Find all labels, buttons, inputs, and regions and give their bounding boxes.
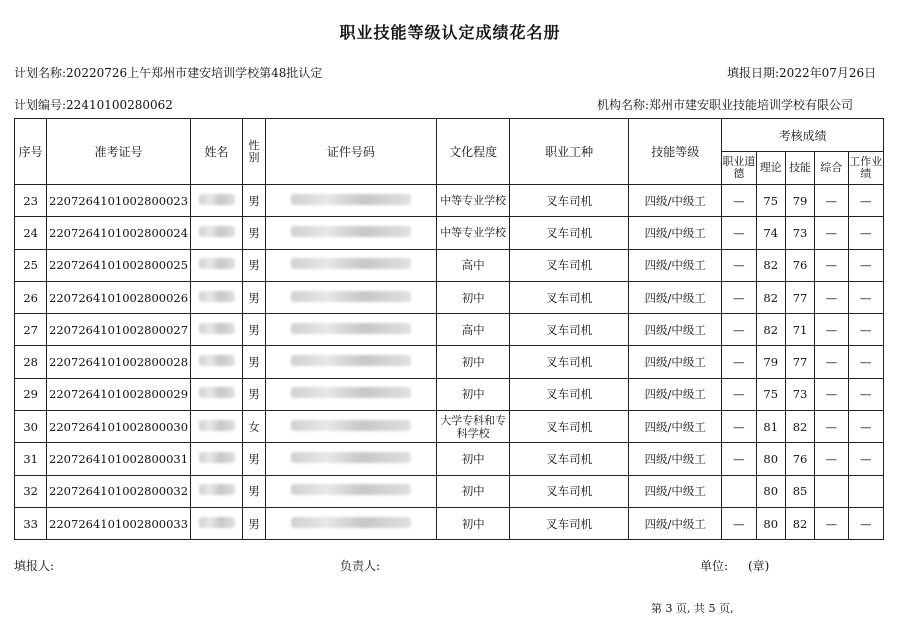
row-ethics: — <box>722 314 756 346</box>
row-gender: 男 <box>243 249 265 281</box>
row-gender: 男 <box>243 217 265 249</box>
redacted-name <box>199 387 235 398</box>
row-work: — <box>848 314 883 346</box>
row-education: 高中 <box>437 249 510 281</box>
row-work: — <box>848 411 883 443</box>
unit-label: 单位: <box>700 559 729 573</box>
row-ethics: — <box>722 378 756 410</box>
row-theory: 82 <box>756 249 785 281</box>
row-ethics: — <box>722 443 756 475</box>
row-id-no <box>265 249 437 281</box>
fill-date-label: 填报日期: <box>727 66 780 80</box>
row-ethics: — <box>722 411 756 443</box>
row-id-no <box>265 475 437 507</box>
row-education: 大学专科和专科学校 <box>437 411 510 443</box>
table-row <box>15 507 884 539</box>
row-level: 四级/中级工 <box>629 281 722 313</box>
row-level: 四级/中级工 <box>629 217 722 249</box>
row-work: — <box>848 217 883 249</box>
row-exam-no: 2207264101002800030 <box>47 411 190 443</box>
row-exam-no: 2207264101002800032 <box>47 475 190 507</box>
row-seq: 23 <box>15 185 47 217</box>
seal-label: (章) <box>748 559 770 573</box>
row-total: — <box>815 314 848 346</box>
row-work: — <box>848 185 883 217</box>
filler-label: 填报人: <box>14 559 55 573</box>
redacted-id <box>291 420 411 431</box>
row-skill: 82 <box>785 507 814 539</box>
row-theory: 79 <box>756 346 785 378</box>
row-ethics: — <box>722 249 756 281</box>
plan-name-line <box>14 64 322 81</box>
row-level: 四级/中级工 <box>629 411 722 443</box>
redacted-name <box>199 484 235 495</box>
row-exam-no: 2207264101002800023 <box>47 185 190 217</box>
redacted-id <box>291 517 411 528</box>
row-gender: 男 <box>243 346 265 378</box>
fill-date-line <box>727 64 876 81</box>
table-row <box>15 217 884 249</box>
row-skill: 85 <box>785 475 814 507</box>
redacted-name <box>199 194 235 205</box>
row-skill: 77 <box>785 281 814 313</box>
row-seq: 29 <box>15 378 47 410</box>
page-info: 第 3 页, 共 5 页, <box>651 602 734 615</box>
row-job: 叉车司机 <box>510 249 629 281</box>
row-theory: 80 <box>756 443 785 475</box>
row-skill: 76 <box>785 249 814 281</box>
row-skill: 79 <box>785 185 814 217</box>
redacted-name <box>199 420 235 431</box>
redacted-id <box>291 484 411 495</box>
row-name <box>190 185 243 217</box>
row-name <box>190 281 243 313</box>
row-gender: 男 <box>243 314 265 346</box>
plan-name-label: 计划名称: <box>14 66 67 80</box>
row-skill: 73 <box>785 378 814 410</box>
row-ethics: — <box>722 346 756 378</box>
row-name <box>190 314 243 346</box>
row-exam-no: 2207264101002800028 <box>47 346 190 378</box>
row-name <box>190 346 243 378</box>
row-seq: 26 <box>15 281 47 313</box>
row-job: 叉车司机 <box>510 411 629 443</box>
redacted-id <box>291 291 411 302</box>
row-job: 叉车司机 <box>510 346 629 378</box>
row-name <box>190 507 243 539</box>
table-row <box>15 411 884 443</box>
header-level: 技能等级 <box>629 119 722 185</box>
row-total: — <box>815 507 848 539</box>
header-id-no: 证件号码 <box>265 119 437 185</box>
row-education: 高中 <box>437 314 510 346</box>
redacted-name <box>199 517 235 528</box>
header-education: 文化程度 <box>437 119 510 185</box>
row-total: — <box>815 411 848 443</box>
row-name <box>190 249 243 281</box>
row-level: 四级/中级工 <box>629 185 722 217</box>
row-total: — <box>815 346 848 378</box>
redacted-id <box>291 387 411 398</box>
row-theory: 82 <box>756 314 785 346</box>
row-skill: 76 <box>785 443 814 475</box>
row-gender: 男 <box>243 507 265 539</box>
row-job: 叉车司机 <box>510 314 629 346</box>
row-name <box>190 475 243 507</box>
redacted-name <box>199 452 235 463</box>
header-scores-group: 考核成绩 <box>722 119 884 152</box>
row-total: — <box>815 249 848 281</box>
row-work: — <box>848 507 883 539</box>
row-id-no <box>265 411 437 443</box>
redacted-id <box>291 226 411 237</box>
row-ethics: — <box>722 507 756 539</box>
row-education: 初中 <box>437 378 510 410</box>
row-theory: 81 <box>756 411 785 443</box>
row-work: — <box>848 249 883 281</box>
redacted-id <box>291 194 411 205</box>
row-job: 叉车司机 <box>510 281 629 313</box>
table-row <box>15 249 884 281</box>
row-education: 初中 <box>437 443 510 475</box>
row-seq: 30 <box>15 411 47 443</box>
row-job: 叉车司机 <box>510 443 629 475</box>
org-name: 郑州市建安职业技能培训学校有限公司 <box>649 98 854 112</box>
row-ethics: — <box>722 185 756 217</box>
header-gender: 性别 <box>243 119 265 185</box>
redacted-id <box>291 355 411 366</box>
plan-no-line <box>14 96 173 113</box>
row-exam-no: 2207264101002800025 <box>47 249 190 281</box>
row-work: — <box>848 281 883 313</box>
redacted-id <box>291 452 411 463</box>
row-ethics: — <box>722 281 756 313</box>
header-total: 综合 <box>815 152 848 185</box>
header-skill: 技能 <box>785 152 814 185</box>
row-seq: 32 <box>15 475 47 507</box>
row-ethics: — <box>722 217 756 249</box>
row-seq: 28 <box>15 346 47 378</box>
row-id-no <box>265 378 437 410</box>
row-seq: 25 <box>15 249 47 281</box>
row-gender: 男 <box>243 185 265 217</box>
header-theory: 理论 <box>756 152 785 185</box>
row-education: 初中 <box>437 346 510 378</box>
header-work: 工作业绩 <box>848 152 883 185</box>
row-skill: 71 <box>785 314 814 346</box>
header-exam-no: 准考证号 <box>47 119 190 185</box>
table-row <box>15 281 884 313</box>
redacted-id <box>291 258 411 269</box>
page-title: 职业技能等级认定成绩花名册 <box>339 23 561 42</box>
header-job: 职业工种 <box>510 119 629 185</box>
row-education: 初中 <box>437 281 510 313</box>
row-total <box>815 475 848 507</box>
row-name <box>190 411 243 443</box>
table-row <box>15 443 884 475</box>
row-id-no <box>265 217 437 249</box>
row-skill: 73 <box>785 217 814 249</box>
row-exam-no: 2207264101002800033 <box>47 507 190 539</box>
row-job: 叉车司机 <box>510 507 629 539</box>
row-theory: 82 <box>756 281 785 313</box>
row-skill: 77 <box>785 346 814 378</box>
row-level: 四级/中级工 <box>629 475 722 507</box>
row-gender: 男 <box>243 475 265 507</box>
row-id-no <box>265 346 437 378</box>
row-skill: 82 <box>785 411 814 443</box>
row-id-no <box>265 281 437 313</box>
row-theory: 74 <box>756 217 785 249</box>
redacted-name <box>199 258 235 269</box>
row-id-no <box>265 507 437 539</box>
row-exam-no: 2207264101002800027 <box>47 314 190 346</box>
table-row <box>15 475 884 507</box>
row-education: 中等专业学校 <box>437 217 510 249</box>
redacted-name <box>199 323 235 334</box>
row-gender: 男 <box>243 443 265 475</box>
row-level: 四级/中级工 <box>629 443 722 475</box>
row-work <box>848 475 883 507</box>
row-education: 中等专业学校 <box>437 185 510 217</box>
row-education: 初中 <box>437 475 510 507</box>
row-seq: 33 <box>15 507 47 539</box>
row-total: — <box>815 217 848 249</box>
row-name <box>190 217 243 249</box>
row-education: 初中 <box>437 507 510 539</box>
org-label: 机构名称: <box>597 98 650 112</box>
row-gender: 男 <box>243 378 265 410</box>
redacted-name <box>199 226 235 237</box>
row-seq: 31 <box>15 443 47 475</box>
row-theory: 80 <box>756 475 785 507</box>
row-exam-no: 2207264101002800029 <box>47 378 190 410</box>
table-row <box>15 314 884 346</box>
redacted-id <box>291 323 411 334</box>
plan-name: 20220726上午郑州市建安培训学校第48批认定 <box>66 66 323 80</box>
table-row <box>15 378 884 410</box>
row-total: — <box>815 378 848 410</box>
row-level: 四级/中级工 <box>629 249 722 281</box>
plan-no: 22410100280062 <box>66 98 173 112</box>
row-gender: 女 <box>243 411 265 443</box>
row-level: 四级/中级工 <box>629 346 722 378</box>
row-total: — <box>815 443 848 475</box>
row-gender: 男 <box>243 281 265 313</box>
row-level: 四级/中级工 <box>629 314 722 346</box>
row-ethics <box>722 475 756 507</box>
row-theory: 75 <box>756 185 785 217</box>
score-table <box>14 118 884 540</box>
row-exam-no: 2207264101002800031 <box>47 443 190 475</box>
plan-no-label: 计划编号: <box>14 98 67 112</box>
header-seq: 序号 <box>15 119 47 185</box>
header-ethics: 职业道德 <box>722 152 756 185</box>
row-level: 四级/中级工 <box>629 507 722 539</box>
header-name: 姓名 <box>190 119 243 185</box>
row-level: 四级/中级工 <box>629 378 722 410</box>
row-name <box>190 378 243 410</box>
org-line <box>597 96 853 113</box>
row-id-no <box>265 185 437 217</box>
redacted-name <box>199 355 235 366</box>
row-work: — <box>848 443 883 475</box>
row-seq: 27 <box>15 314 47 346</box>
redacted-name <box>199 291 235 302</box>
row-exam-no: 2207264101002800026 <box>47 281 190 313</box>
fill-date: 2022年07月26日 <box>779 66 877 80</box>
row-id-no <box>265 314 437 346</box>
row-job: 叉车司机 <box>510 475 629 507</box>
row-name <box>190 443 243 475</box>
table-row <box>15 185 884 217</box>
row-exam-no: 2207264101002800024 <box>47 217 190 249</box>
row-theory: 80 <box>756 507 785 539</box>
row-theory: 75 <box>756 378 785 410</box>
row-total: — <box>815 185 848 217</box>
row-id-no <box>265 443 437 475</box>
responsible-label: 负责人: <box>340 559 381 573</box>
row-work: — <box>848 378 883 410</box>
row-work: — <box>848 346 883 378</box>
table-row <box>15 346 884 378</box>
row-job: 叉车司机 <box>510 378 629 410</box>
row-job: 叉车司机 <box>510 185 629 217</box>
row-seq: 24 <box>15 217 47 249</box>
row-job: 叉车司机 <box>510 217 629 249</box>
row-total: — <box>815 281 848 313</box>
